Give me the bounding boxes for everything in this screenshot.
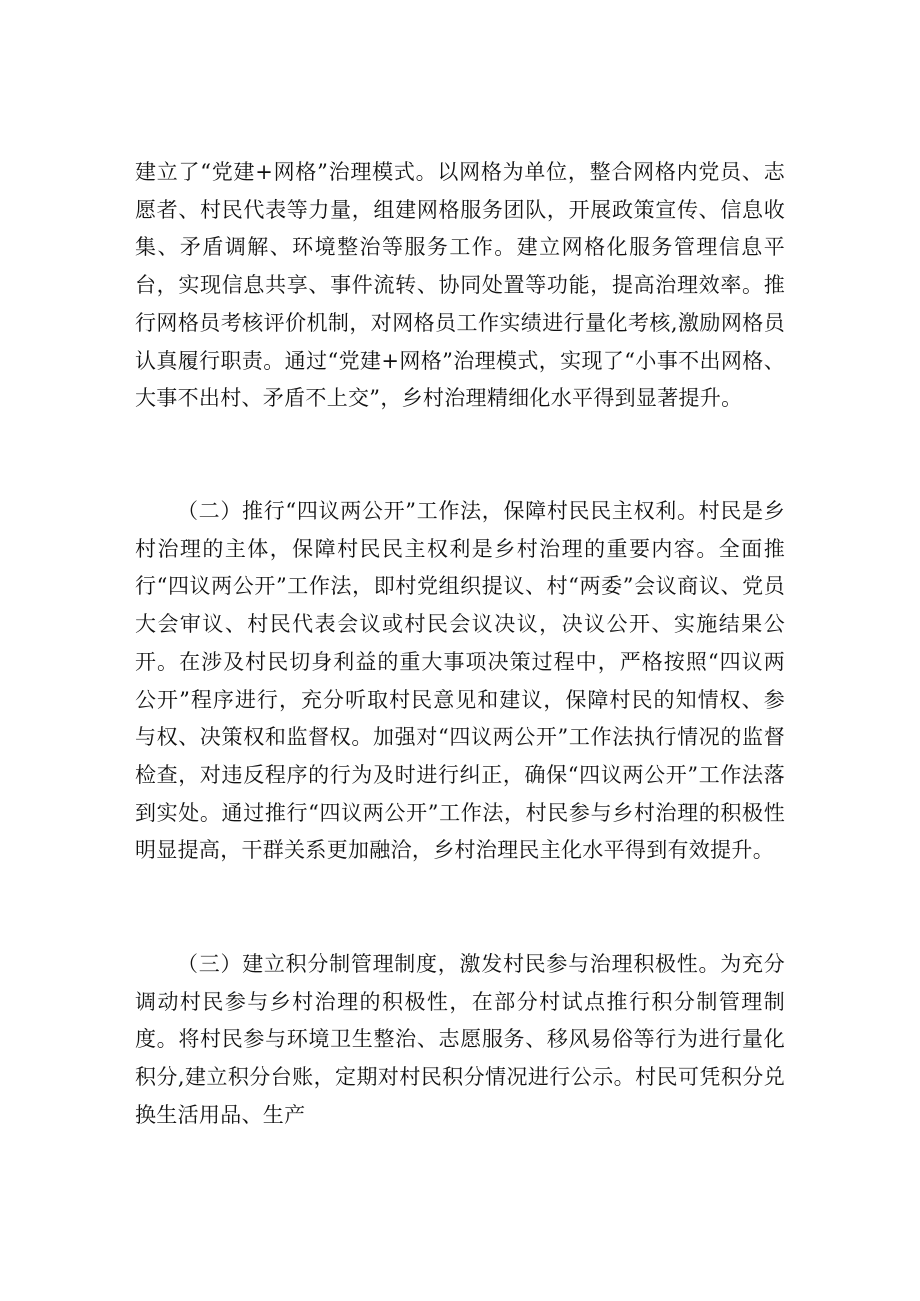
paragraph-party-building-grid: 建立了“党建+网格”治理模式。以网格为单位，整合网格内党员、志愿者、村民代表等力量，组建网格服务团队，开展政策宣传、信息收集、矛盾调解、环境整治等服务工作。建立网格化服务管理信息平台，实现信息共享、事件流转、协同处置等功能，提高治理效率。推行网格员考核评价机制，对网格员工作实绩进行量化考核,激励网格员认真履行职责。通过“党建+网格”治理模式，实现了“小事不出网格、大事不出村、矛盾不上交”，乡村治理精细化水平得到显著提升。 <box>135 160 785 411</box>
paragraph-points-system: （三）建立积分制管理制度，激发村民参与治理积极性。为充分调动村民参与乡村治理的积极性，在部分村试点推行积分制管理制度。将村民参与环境卫生整治、志愿服务、移风易俗等行为进行量化积分,建立积分台账，定期对村民积分情况进行公示。村民可凭积分兑换生活用品、生产 <box>135 952 785 1127</box>
paragraph-four-discussions-two-disclosures: （二）推行“四议两公开”工作法，保障村民民主权利。村民是乡村治理的主体，保障村民民主权利是乡村治理的重要内容。全面推行“四议两公开”工作法，即村党组织提议、村“两委”会议商议、党员大会审议、村民代表会议或村民会议决议，决议公开、实施结果公开。在涉及村民切身利益的重大事项决策过程中，严格按照“四议两公开”程序进行，充分听取村民意见和建议，保障村民的知情权、参与权、决策权和监督权。加强对“四议两公开”工作法执行情况的监督检查，对违反程序的行为及时进行纠正，确保“四议两公开”工作法落到实处。通过推行“四议两公开”工作法，村民参与乡村治理的积极性明显提高，干群关系更加融洽，乡村治理民主化水平得到有效提升。 <box>135 499 785 863</box>
